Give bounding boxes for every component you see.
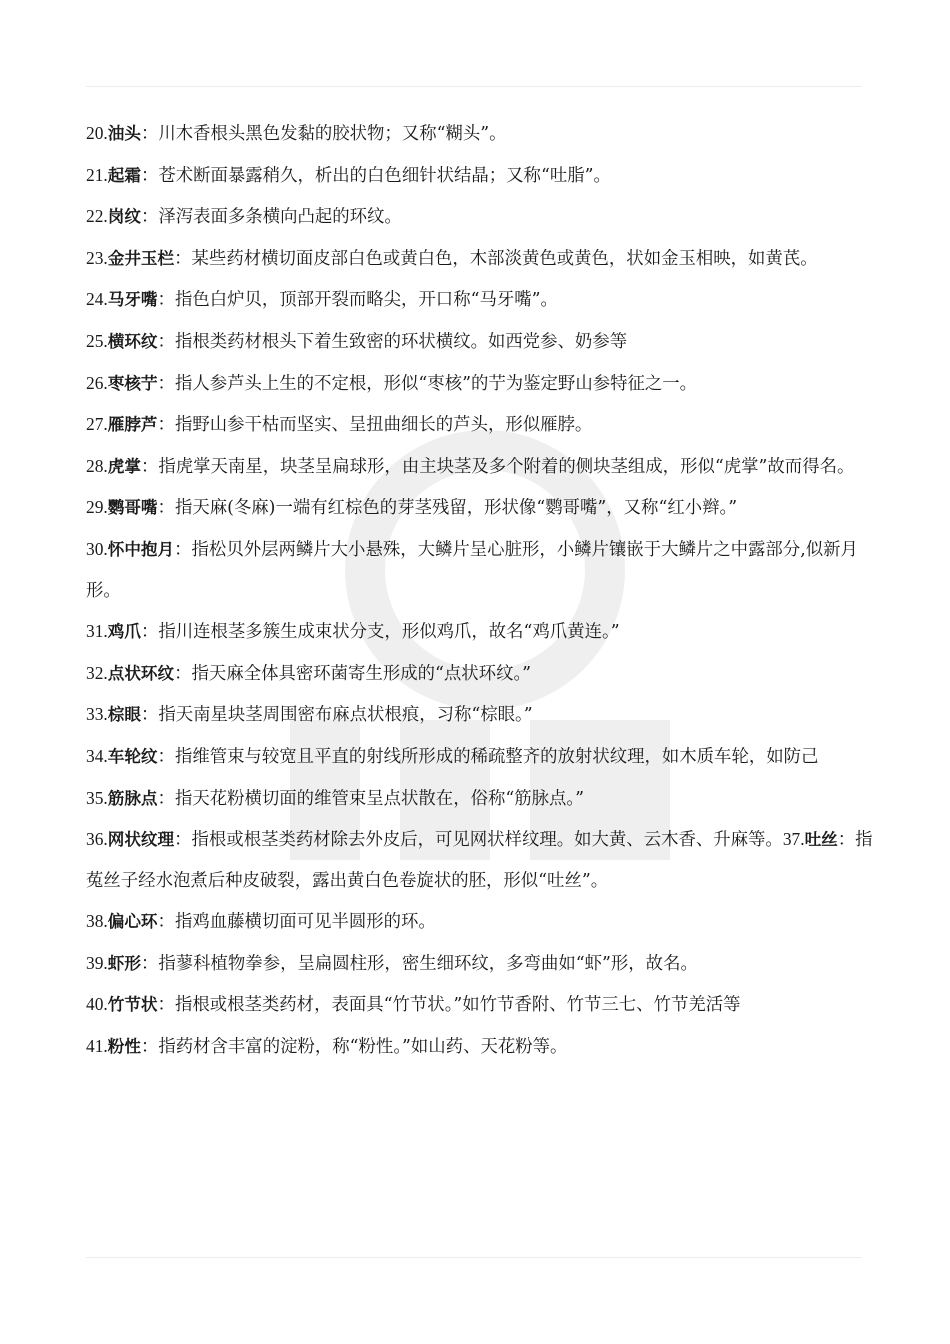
entry bbox=[86, 363, 886, 405]
entry-definition: 指川连根茎多簇生成束状分支，形似鸡爪，故名“鸡爪黄连。” bbox=[158, 622, 620, 643]
entry-separator: ： bbox=[140, 622, 159, 643]
entry-term: 雁脖芦 bbox=[107, 415, 158, 435]
entry-term: 马牙嘴 bbox=[107, 290, 158, 310]
entry-separator: ： bbox=[157, 373, 175, 394]
entry-definition: 指天南星块茎周围密布麻点状根痕，习称“棕眼。” bbox=[158, 705, 533, 726]
entry-separator: ： bbox=[140, 705, 159, 726]
entry-separator: ： bbox=[140, 207, 159, 228]
entry-definition: 指维管束与较宽且平直的射线所形成的稀疏整齐的放射状纹理，如木质车轮，如防己 bbox=[174, 746, 819, 767]
entry-term: 金井玉栏 bbox=[107, 248, 175, 268]
entry-separator: ： bbox=[174, 539, 192, 560]
entry bbox=[86, 321, 886, 363]
entry-term: 车轮纹 bbox=[107, 746, 158, 766]
entry-term: 粉性 bbox=[107, 1037, 141, 1057]
entry-separator: ： bbox=[140, 124, 159, 144]
entry-term: 虎掌 bbox=[107, 456, 141, 476]
entry bbox=[86, 238, 886, 280]
entry-number: 35. bbox=[86, 787, 108, 808]
entry-definition: 指虎掌天南星，块茎呈扁球形，由主块茎及多个附着的侧块茎组成，形似“虎掌”故而得名。 bbox=[158, 456, 855, 477]
entry-term: 横环纹 bbox=[107, 331, 158, 351]
entry-number: 27. bbox=[86, 414, 108, 435]
entry-definition: 指鸡血藤横切面可见半圆形的环。 bbox=[174, 912, 436, 933]
entry-definition: 指松贝外层两鳞片大小悬殊，大鳞片呈心脏形，小鳞片镶嵌于大鳞片之中露部分,似新月形。 bbox=[86, 539, 858, 601]
entry-separator: ： bbox=[157, 912, 175, 933]
entry-definition: 川木香根头黑色发黏的胶状物；又称“糊头”。 bbox=[158, 124, 507, 144]
entry-term: 筋脉点 bbox=[107, 788, 158, 808]
entry-term: 虾形 bbox=[107, 953, 141, 973]
entry bbox=[86, 736, 886, 778]
entry-number: 22. bbox=[86, 206, 108, 227]
entry-definition: 指天麻(冬麻)一端有红棕色的芽茎残留，形状像“鹦哥嘴”，又称“红小辫。” bbox=[174, 498, 738, 519]
entry bbox=[86, 446, 886, 488]
entry-separator: ： bbox=[174, 248, 192, 269]
entry-number: 26. bbox=[86, 372, 108, 393]
entry-number: 28. bbox=[86, 455, 108, 476]
entry-number: 36. bbox=[86, 829, 108, 850]
entry-definition: 指药材含丰富的淀粉，称“粉性。”如山药、天花粉等。 bbox=[158, 1037, 568, 1058]
entry-number: 20. bbox=[86, 123, 108, 143]
entry-separator: ： bbox=[157, 498, 175, 519]
entry-number: 32. bbox=[86, 662, 108, 683]
entry-number: 31. bbox=[86, 621, 108, 642]
entry bbox=[86, 196, 886, 238]
entry-term: 鸡爪 bbox=[107, 622, 141, 642]
entry-definition: 指根或根茎类药材，表面具“竹节状。”如竹节香附、竹节三七、竹节羌活等 bbox=[174, 995, 741, 1016]
entry-number: 41. bbox=[86, 1036, 108, 1057]
entry-number: 24. bbox=[86, 289, 108, 310]
entry-term: 偏心环 bbox=[107, 912, 158, 932]
entry-separator: ： bbox=[157, 746, 175, 767]
entry-term: 棕眼 bbox=[107, 705, 141, 725]
entry-separator: ： bbox=[157, 788, 175, 809]
entry-term: 怀中抱月 bbox=[107, 539, 175, 559]
entry-number: 30. bbox=[86, 538, 108, 559]
entry-term: 点状环纹 bbox=[107, 663, 175, 683]
entry-term: 吐丝 bbox=[804, 830, 838, 850]
entry-definition: 某些药材横切面皮部白色或黄白色，木部淡黄色或黄色，状如金玉相映，如黄芪。 bbox=[191, 248, 818, 269]
entry-definition: 指天花粉横切面的维管束呈点状散在，俗称“筋脉点。” bbox=[174, 788, 585, 809]
entry-separator: ： bbox=[140, 953, 159, 974]
entry-term: 竹节状 bbox=[107, 995, 158, 1015]
entry bbox=[86, 819, 886, 901]
entry-separator: ： bbox=[157, 995, 175, 1016]
entry-number: 37. bbox=[782, 829, 805, 850]
entry bbox=[86, 155, 886, 197]
entry-separator: ： bbox=[157, 331, 175, 352]
entry-separator: ： bbox=[837, 830, 856, 851]
entry-term: 起霜 bbox=[107, 165, 141, 185]
entry-definition: 指天麻全体具密环菌寄生形成的“点状环纹。” bbox=[191, 663, 532, 684]
entry bbox=[86, 611, 886, 653]
entry-number: 21. bbox=[86, 164, 108, 185]
top-rule bbox=[86, 86, 862, 87]
entry-term: 鹦哥嘴 bbox=[107, 498, 158, 518]
entry-definition: 泽泻表面多条横向凸起的环纹。 bbox=[158, 207, 402, 228]
entry-term: 岗纹 bbox=[107, 207, 141, 227]
entry-definition: 苍术断面暴露稍久，析出的白色细针状结晶；又称“吐脂”。 bbox=[158, 165, 611, 186]
entry bbox=[86, 653, 886, 695]
entry-number: 25. bbox=[86, 330, 108, 351]
entry bbox=[86, 901, 886, 943]
entry-separator: ： bbox=[157, 415, 175, 436]
entry-term: 枣核艼 bbox=[107, 373, 158, 393]
entry-number: 29. bbox=[86, 497, 108, 518]
entry-number: 33. bbox=[86, 704, 108, 725]
entry-definition: 指菟丝子经水泡煮后种皮破裂，露出黄白色卷旋状的胚，形似“吐丝”。 bbox=[86, 830, 873, 891]
entry bbox=[86, 984, 886, 1026]
entry-separator: ： bbox=[157, 290, 175, 311]
entry-definition: 指野山参干枯而坚实、呈扭曲细长的芦头，形似雁脖。 bbox=[174, 415, 593, 436]
entry bbox=[86, 943, 886, 985]
entry-number: 39. bbox=[86, 952, 108, 973]
entry-definition: 指根类药材根头下着生致密的环状横纹。如西党参、奶参等 bbox=[174, 331, 628, 352]
entry-separator: ： bbox=[140, 165, 159, 186]
bottom-rule bbox=[86, 1257, 862, 1258]
entry-number: 23. bbox=[86, 247, 108, 268]
entry-definition: 指根或根茎类药材除去外皮后，可见网状样纹理。如大黄、云木香、升麻等。 bbox=[191, 830, 783, 851]
entry-separator: ： bbox=[174, 663, 192, 684]
entry-separator: ： bbox=[140, 1037, 159, 1058]
entry bbox=[86, 778, 886, 820]
entry bbox=[86, 694, 886, 736]
entry-definition: 指蓼科植物拳参，呈扁圆柱形，密生细环纹，多弯曲如“虾”形，故名。 bbox=[158, 953, 698, 974]
entry-number: 38. bbox=[86, 911, 108, 932]
entry-separator: ： bbox=[174, 830, 192, 851]
entry-term: 油头 bbox=[107, 124, 141, 143]
entry-number: 34. bbox=[86, 745, 108, 766]
entry-separator: ： bbox=[140, 456, 159, 477]
entry bbox=[86, 487, 886, 529]
entry-number: 40. bbox=[86, 994, 108, 1015]
entry bbox=[86, 404, 886, 446]
entry-term: 网状纹理 bbox=[107, 830, 175, 850]
entry-definition: 指人参芦头上生的不定根，形似“枣核”的艼为鉴定野山参特征之一。 bbox=[174, 373, 698, 394]
entry bbox=[86, 279, 886, 321]
glossary-content bbox=[86, 113, 886, 1068]
entry-definition: 指色白炉贝，顶部开裂而略尖，开口称“马牙嘴”。 bbox=[174, 290, 558, 311]
entry bbox=[86, 113, 886, 155]
entry bbox=[86, 529, 886, 611]
entry bbox=[86, 1026, 886, 1068]
